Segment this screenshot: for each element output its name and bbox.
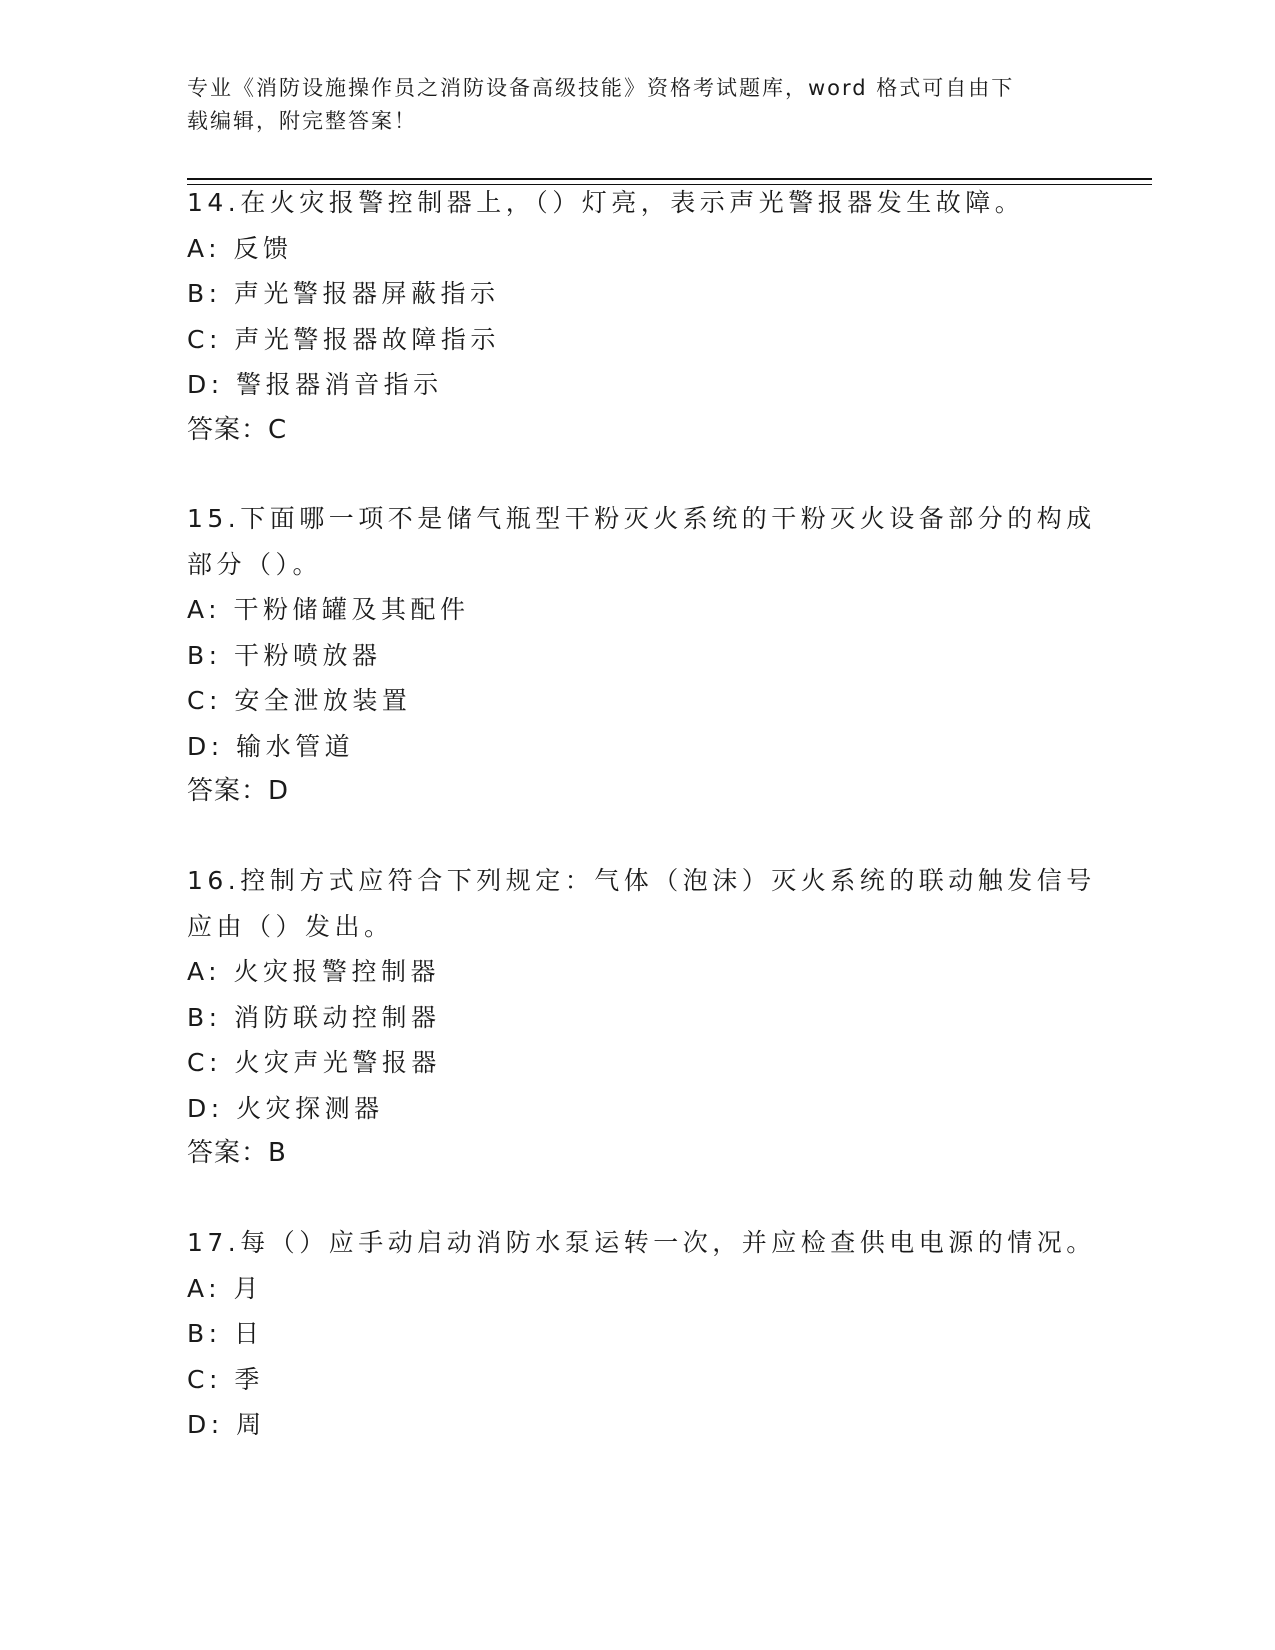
question-17 <box>187 1220 1096 1448</box>
question-stem-line: 部分（）。 <box>187 549 323 579</box>
question-15 <box>187 496 1096 815</box>
option-b: B: 声光警报器屏蔽指示 <box>187 279 500 308</box>
option-a: A: 反馈 <box>187 233 293 263</box>
question-stem-line: 17.每（）应手动启动消防水泵运转一次，并应检查供电电源的情况。 <box>187 1228 1096 1257</box>
option-a: A: 火灾报警控制器 <box>187 957 441 986</box>
option-d: D: 输水管道 <box>187 731 355 761</box>
document-header <box>187 72 1067 138</box>
question-stem-line: 应由（）发出。 <box>187 911 394 941</box>
question-stem-line: 14.在火灾报警控制器上，（）灯亮，表示声光警报器发生故障。 <box>187 188 1025 217</box>
header-line-1: 专业《消防设施操作员之消防设备高级技能》资格考试题库，word 格式可自由下 <box>187 76 1015 100</box>
option-a: A: 月 <box>187 1273 264 1303</box>
option-c: C: 安全泄放装置 <box>187 686 412 715</box>
header-line-2: 载编辑，附完整答案！ <box>187 109 417 133</box>
option-d: D: 周 <box>187 1410 266 1439</box>
question-14 <box>187 180 1087 453</box>
option-c: C: 季 <box>187 1364 264 1394</box>
question-16 <box>187 858 1096 1177</box>
answer: 答案：C <box>187 414 288 445</box>
option-d: D: 警报器消音指示 <box>187 370 443 399</box>
option-b: B: 干粉喷放器 <box>187 640 382 670</box>
option-d: D: 火灾探测器 <box>187 1093 384 1123</box>
option-b: B: 消防联动控制器 <box>187 1002 441 1032</box>
answer: 答案：B <box>187 1138 287 1168</box>
option-b: B: 日 <box>187 1319 264 1348</box>
option-c: C: 声光警报器故障指示 <box>187 324 500 354</box>
option-c: C: 火灾声光警报器 <box>187 1048 441 1077</box>
question-stem-line: 15.下面哪一项不是储气瓶型干粉灭火系统的干粉灭火设备部分的构成 <box>187 504 1096 533</box>
question-stem-line: 16.控制方式应符合下列规定：气体（泡沫）灭火系统的联动触发信号 <box>187 866 1096 895</box>
answer: 答案：D <box>187 776 290 806</box>
option-a: A: 干粉储罐及其配件 <box>187 595 470 624</box>
